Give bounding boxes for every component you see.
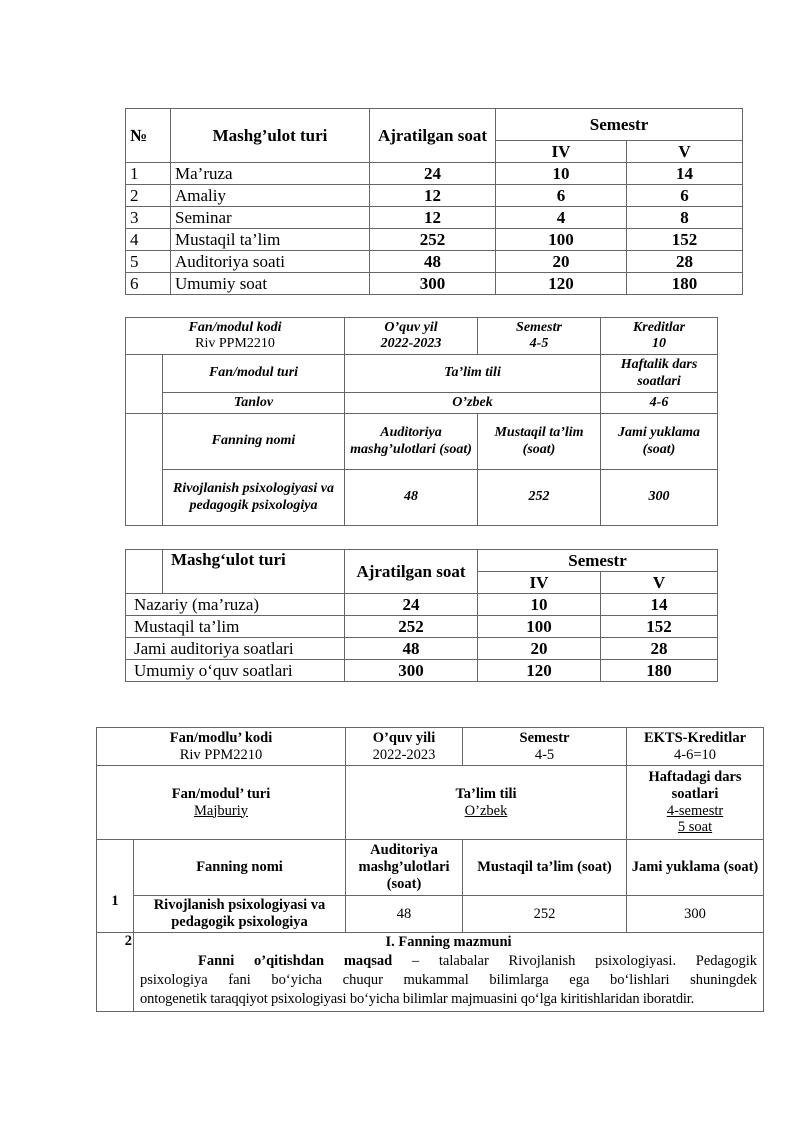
module-info-table: [125, 317, 718, 526]
objective-line: [140, 952, 757, 971]
academic-year-value: 2022-2023: [372, 746, 436, 763]
module-type-value: Tanlov: [163, 393, 345, 414]
header-session-type: Mashg‘ulot turi: [163, 550, 345, 594]
table-row: [126, 251, 743, 273]
semester-v-hours: 152: [601, 616, 718, 638]
semester-iv-hours: 6: [496, 185, 627, 207]
semester-v-hours: 180: [627, 273, 743, 295]
row-number: 1: [97, 840, 134, 933]
semester-cell: [463, 728, 627, 766]
semester-v-hours: 8: [627, 207, 743, 229]
header-semester-iv: IV: [496, 141, 627, 163]
header-semester: Semestr: [496, 109, 743, 141]
credits-value: 4-6=10: [674, 746, 717, 763]
weekly-hours-label: Haftalik dars soatlari: [601, 355, 718, 393]
weekly-hours-label: Haftadagi dars soatlari: [648, 769, 742, 802]
row-number: 6: [126, 273, 171, 295]
total-load-value: 300: [627, 896, 764, 933]
semester-iv-hours: 100: [496, 229, 627, 251]
module-code-label: Fan/modlu’ kodi: [169, 729, 273, 746]
academic-year-value: 2022-2023: [380, 336, 442, 351]
auditorium-hours-label: Auditoriya mashg’ulotlari (soat): [345, 414, 478, 470]
academic-year-label: O’quv yili: [372, 729, 436, 746]
semester-v-hours: 14: [601, 594, 718, 616]
session-type: Auditoriya soati: [171, 251, 370, 273]
empty-cell: [126, 414, 163, 526]
credits-value: 10: [652, 336, 666, 351]
academic-year-label: O’quv yil: [384, 319, 438, 335]
semester-iv-hours: 120: [478, 660, 601, 682]
table-row: [126, 207, 743, 229]
module-code-value: Riv PPM2210: [195, 336, 275, 351]
credits-label: EKTS-Kreditlar: [643, 729, 747, 746]
allocated-hours: 48: [370, 251, 496, 273]
subject-name-value: Rivojlanish psixologiyasi va pedagogik psixologiya: [163, 470, 345, 526]
language-value: O’zbek: [345, 393, 601, 414]
row-number: 2: [126, 185, 171, 207]
auditorium-hours-value: 48: [345, 470, 478, 526]
module-type-cell: [97, 766, 346, 840]
header-number: №: [126, 109, 171, 163]
header-session-type: Mashg’ulot turi: [171, 109, 370, 163]
row-number: 3: [126, 207, 171, 229]
table-row: [126, 594, 718, 616]
semester-v-hours: 14: [627, 163, 743, 185]
semester-v-hours: 28: [627, 251, 743, 273]
allocated-hours: 48: [345, 638, 478, 660]
semester-v-hours: 28: [601, 638, 718, 660]
session-type: Mustaqil ta’lim: [126, 616, 345, 638]
table-row: [126, 273, 743, 295]
module-code-label: Fan/modul kodi: [188, 319, 282, 335]
table-row: [126, 229, 743, 251]
session-type: Ma’ruza: [171, 163, 370, 185]
hours-table-2: [125, 549, 718, 682]
weekly-hours-cell: [627, 766, 764, 840]
self-study-label: Mustaqil ta’lim (soat): [463, 840, 627, 896]
course-content-cell: [134, 933, 764, 1012]
allocated-hours: 300: [370, 273, 496, 295]
module-type-label: Fan/modul turi: [163, 355, 345, 393]
objective-text: – talabalar Rivojlanish psixologiyasi. Pedagogik: [411, 952, 758, 969]
header-semester-iv: IV: [478, 572, 601, 594]
header-semester: Semestr: [478, 550, 718, 572]
session-type: Seminar: [171, 207, 370, 229]
empty-cell: [126, 550, 163, 594]
session-type: Jami auditoriya soatlari: [126, 638, 345, 660]
semester-cell: [478, 318, 601, 355]
weekly-hours-value: 4-6: [601, 393, 718, 414]
module-code-cell: [97, 728, 346, 766]
self-study-value: 252: [478, 470, 601, 526]
module-type-label: Fan/modul’ turi: [171, 785, 271, 802]
language-value: O’zbek: [464, 802, 508, 819]
subject-name-label: Fanning nomi: [163, 414, 345, 470]
academic-year-cell: [345, 318, 478, 355]
semester-iv-hours: 120: [496, 273, 627, 295]
semester-value: 4-5: [529, 336, 549, 351]
row-number: 1: [126, 163, 171, 185]
table-row: [126, 638, 718, 660]
table-row: [126, 616, 718, 638]
session-type: Amaliy: [171, 185, 370, 207]
total-load-label: Jami yuklama (soat): [601, 414, 718, 470]
semester-v-hours: 6: [627, 185, 743, 207]
session-type: Umumiy o‘quv soatlari: [126, 660, 345, 682]
language-cell: [346, 766, 627, 840]
semester-iv-hours: 20: [478, 638, 601, 660]
allocated-hours: 24: [345, 594, 478, 616]
module-syllabus-table: [96, 727, 764, 1012]
semester-iv-hours: 20: [496, 251, 627, 273]
self-study-value: 252: [463, 896, 627, 933]
header-semester-v: V: [627, 141, 743, 163]
semester-iv-hours: 4: [496, 207, 627, 229]
hours-table-1: [125, 108, 743, 295]
allocated-hours: 252: [345, 616, 478, 638]
module-code-value: Riv PPM2210: [179, 746, 263, 763]
objective-label: Fanni o’qitishdan maqsad: [198, 952, 393, 969]
credits-cell: [601, 318, 718, 355]
self-study-label: Mustaqil ta’lim (soat): [478, 414, 601, 470]
weekly-hours-value: 5 soat: [677, 819, 713, 836]
module-code-cell: [126, 318, 345, 355]
table-row: [126, 163, 743, 185]
auditorium-hours-label: Auditoriya mashg’ulotlari (soat): [346, 840, 463, 896]
row-number: 5: [126, 251, 171, 273]
semester-v-hours: 152: [627, 229, 743, 251]
total-load-value: 300: [601, 470, 718, 526]
allocated-hours: 12: [370, 185, 496, 207]
semester-value: 4-5: [534, 746, 555, 763]
subject-name-value: Rivojlanish psixologiyasi va pedagogik psixologiya: [134, 896, 346, 933]
language-label: Ta’lim tili: [455, 785, 517, 802]
subject-name-label: Fanning nomi: [134, 840, 346, 896]
session-type: Mustaqil ta’lim: [171, 229, 370, 251]
allocated-hours: 300: [345, 660, 478, 682]
module-type-value: Majburiy: [194, 802, 248, 819]
semester-label: Semestr: [519, 729, 570, 746]
header-allocated-hours: Ajratilgan soat: [370, 109, 496, 163]
row-number: 4: [126, 229, 171, 251]
empty-cell: [126, 355, 163, 414]
row-number: 2: [97, 933, 134, 1012]
weekly-hours-semester: 4-semestr: [666, 802, 724, 819]
table-row: [126, 660, 718, 682]
section-title: I. Fanning mazmuni: [385, 934, 512, 950]
semester-label: Semestr: [516, 319, 562, 335]
credits-label: Kreditlar: [632, 319, 686, 335]
credits-cell: [627, 728, 764, 766]
header-allocated-hours: Ajratilgan soat: [345, 550, 478, 594]
semester-v-hours: 180: [601, 660, 718, 682]
allocated-hours: 12: [370, 207, 496, 229]
total-load-label: Jami yuklama (soat): [627, 840, 764, 896]
semester-iv-hours: 10: [496, 163, 627, 185]
semester-iv-hours: 10: [478, 594, 601, 616]
semester-iv-hours: 100: [478, 616, 601, 638]
language-label: Ta’lim tili: [345, 355, 601, 393]
auditorium-hours-value: 48: [346, 896, 463, 933]
session-type: Umumiy soat: [171, 273, 370, 295]
objective-line: psixologiya fani bo‘yicha chuqur mukammal bilimlarga ega bo‘lishlari shuningdek: [140, 971, 758, 988]
objective-line: ontogenetik taraqqiyot psixologiyasi bo‘yicha bilimlar majmuasini qo‘lga kiritishlaridan iboratdir.: [140, 990, 695, 1007]
allocated-hours: 252: [370, 229, 496, 251]
academic-year-cell: [346, 728, 463, 766]
session-type: Nazariy (ma’ruza): [126, 594, 345, 616]
table-row: [126, 185, 743, 207]
allocated-hours: 24: [370, 163, 496, 185]
header-semester-v: V: [601, 572, 718, 594]
